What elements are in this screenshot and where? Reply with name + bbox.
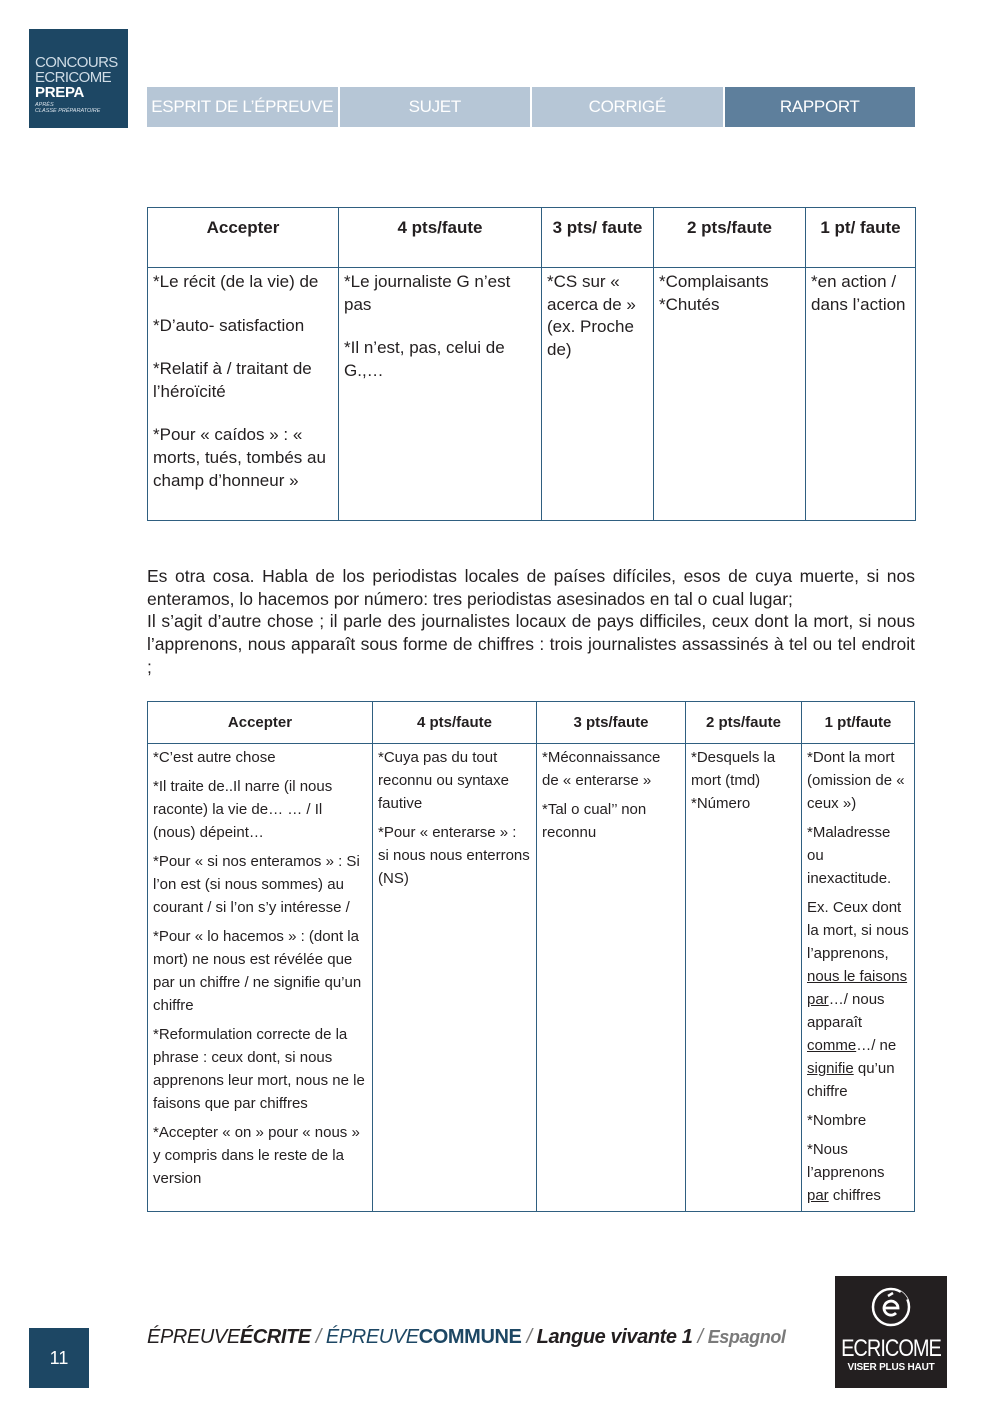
header-3pts: 3 pts/ faute bbox=[542, 208, 654, 268]
tab-esprit[interactable]: ESPRIT DE L’ÉPREUVE bbox=[147, 87, 340, 127]
text-run: *Nous l’apprenons bbox=[807, 1141, 885, 1181]
cell-accepter bbox=[148, 268, 339, 521]
underlined-run: signifie bbox=[807, 1060, 854, 1077]
footer-langue: Langue vivante 1 bbox=[536, 1326, 693, 1348]
cell-entry: *Maladresse ou inexactitude. bbox=[807, 824, 892, 887]
footer-separator: / bbox=[526, 1326, 532, 1348]
cell-entry: *Número bbox=[691, 795, 751, 812]
header-accepter: Accepter bbox=[148, 702, 373, 744]
text-run: …/ nous apparaît bbox=[807, 991, 885, 1031]
footer-commune: COMMUNE bbox=[418, 1326, 522, 1348]
section-tabs bbox=[147, 87, 915, 127]
footer-title bbox=[147, 1326, 786, 1349]
scoring-table-2 bbox=[147, 701, 915, 1212]
cell-entry: *Il traite de..Il narre (il nous raconte) la vie de… … / Il (nous) dépeint… bbox=[153, 778, 333, 841]
cell-entry bbox=[807, 896, 909, 1103]
cell-accepter bbox=[148, 744, 373, 1212]
page-number: 11 bbox=[29, 1328, 89, 1388]
cell-entry: *Pour « lo hacemos » : (dont la mort) ne nous est révélée que par un chiffre / ne signifie qu’un chiffre bbox=[153, 928, 362, 1014]
header-1pt: 1 pt/ faute bbox=[806, 208, 916, 268]
table-row bbox=[148, 744, 915, 1212]
text-run: …/ ne bbox=[856, 1037, 897, 1054]
cell-entry: *C’est autre chose bbox=[153, 749, 276, 766]
source-paragraph bbox=[147, 565, 915, 679]
table-row bbox=[148, 268, 916, 521]
footer-epreuve: ÉPREUVE bbox=[147, 1326, 240, 1348]
brand-tagline: VISER PLUS HAUT bbox=[847, 1362, 935, 1373]
header-4pts: 4 pts/faute bbox=[373, 702, 537, 744]
cell-entry: *Méconnaissance de « enterarse » bbox=[542, 749, 661, 789]
text-run: Ex. Ceux dont la mort, si nous l’apprenons, bbox=[807, 899, 909, 962]
cell-entry: *Dont la mort (omission de « ceux ») bbox=[807, 749, 905, 812]
logo-line-apres: APRÈS bbox=[35, 102, 54, 108]
table-header-row bbox=[148, 208, 916, 268]
cell-entry: *CS sur « acerca de » (ex. Proche de) bbox=[547, 272, 636, 359]
footer-separator: / bbox=[315, 1326, 321, 1348]
cell-entry: *Pour « enterarse » : si nous nous enterrons (NS) bbox=[378, 824, 530, 887]
tab-sujet[interactable]: SUJET bbox=[340, 87, 533, 127]
text-run: chiffres bbox=[828, 1187, 881, 1204]
french-text: Il s’agit d’autre chose ; il parle des journalistes locaux de pays difficiles, ceux dont la mort, si nous l’apprenons, nous apparaît sous forme de chiffres : trois journalistes assassinés à tel ou tel endroit ; bbox=[147, 611, 915, 677]
cell-entry: *Tal o cual’’ non reconnu bbox=[542, 801, 647, 841]
logo-line-classe: CLASSE PRÉPARATOIRE bbox=[35, 107, 101, 114]
table-header-row bbox=[148, 702, 915, 744]
logo-line-prepa: PREPA bbox=[35, 84, 85, 101]
underlined-run: comme bbox=[807, 1037, 857, 1054]
cell-entry: *Pour « si nos enteramos » : Si l’on est (si nous sommes) au courant / si l’on s’y intéresse / bbox=[153, 853, 360, 916]
cell-4pts bbox=[339, 268, 542, 521]
cell-entry: *Relatif à / traitant de l’héroïcité bbox=[153, 359, 312, 401]
logo-line-concours: CONCOURS bbox=[35, 54, 118, 71]
cell-entry: *Chutés bbox=[659, 294, 720, 314]
cell-entry bbox=[807, 1138, 909, 1207]
footer-epreuve-2: ÉPREUVE bbox=[325, 1326, 419, 1348]
cell-entry: *Le récit (de la vie) de bbox=[153, 272, 319, 291]
footer-espagnol: Espagnol bbox=[707, 1327, 786, 1347]
underlined-run: nous le faisons par bbox=[807, 968, 908, 1008]
cell-1pt bbox=[806, 268, 916, 521]
header-1pt: 1 pt/faute bbox=[802, 702, 915, 744]
brand-name: ECRICOME bbox=[841, 1335, 941, 1363]
underlined-run: par bbox=[807, 1187, 829, 1204]
ecricome-brand-logo bbox=[835, 1276, 947, 1388]
cell-2pts bbox=[686, 744, 802, 1212]
cell-3pts bbox=[542, 268, 654, 521]
cell-entry: *Complaisants bbox=[659, 272, 769, 291]
scoring-table-1 bbox=[147, 207, 916, 521]
cell-entry: *Pour « caídos » : « morts, tués, tombés au champ d’honneur » bbox=[153, 425, 326, 490]
text-run: qu’un chiffre bbox=[807, 1060, 895, 1100]
tab-rapport[interactable]: RAPPORT bbox=[725, 87, 916, 127]
footer-separator: / bbox=[697, 1326, 703, 1348]
cell-4pts bbox=[373, 744, 537, 1212]
header-3pts: 3 pts/faute bbox=[537, 702, 686, 744]
cell-entry: *en action / dans l’action bbox=[811, 272, 906, 314]
concours-logo bbox=[29, 29, 128, 128]
cell-entry: *D’auto- satisfaction bbox=[153, 315, 305, 335]
logo-line-ecricome: ECRICOME bbox=[35, 69, 112, 86]
cell-2pts bbox=[654, 268, 806, 521]
header-2pts: 2 pts/faute bbox=[654, 208, 806, 268]
cell-entry: *Le journaliste G n’est pas bbox=[344, 272, 511, 314]
header-4pts: 4 pts/faute bbox=[339, 208, 542, 268]
tab-corrige[interactable]: CORRIGÉ bbox=[532, 87, 725, 127]
header-accepter: Accepter bbox=[148, 208, 339, 268]
cell-entry: *Il n’est, pas, celui de G.,… bbox=[344, 338, 505, 380]
cell-entry: *Reformulation correcte de la phrase : ceux dont, si nous apprenons leur mort, nous ne le faisons que par chiffres bbox=[153, 1026, 365, 1112]
cell-entry: *Nombre bbox=[807, 1112, 867, 1129]
cell-1pt bbox=[802, 744, 915, 1212]
cell-entry: *Cuya pas du tout reconnu ou syntaxe fautive bbox=[378, 749, 509, 812]
spanish-text: Es otra cosa. Habla de los periodistas locales de países difíciles, esos de cuya muerte, si nos enteramos, lo hacemos por número: tres periodistas asesinados en tal o cual lugar; bbox=[147, 566, 915, 609]
footer-ecrite: ÉCRITE bbox=[239, 1326, 311, 1348]
ecricome-emblem-icon bbox=[870, 1286, 912, 1328]
cell-entry: *Desquels la mort (tmd) bbox=[691, 749, 776, 789]
cell-entry: *Accepter « on » pour « nous » y compris dans le reste de la version bbox=[153, 1124, 360, 1187]
header-2pts: 2 pts/faute bbox=[686, 702, 802, 744]
cell-3pts bbox=[537, 744, 686, 1212]
